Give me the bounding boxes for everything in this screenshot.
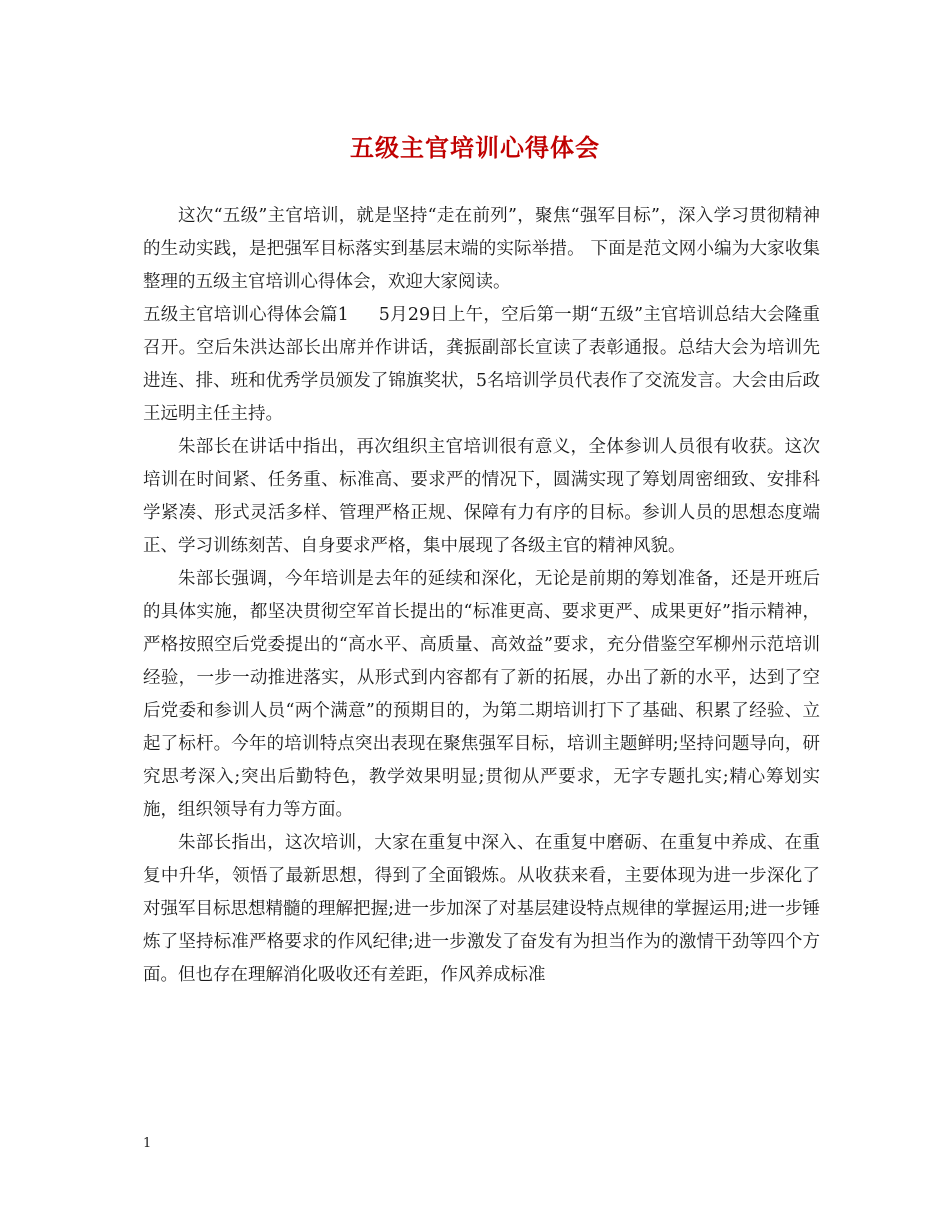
intro-paragraph: 这次“五级”主官培训，就是坚持“走在前列”，聚焦“强军目标”，深入学习贯彻精神的生动实践，是把强军目标落实到基层末端的实际举措。 下面是范文网小编为大家收集整理的五级主官培训心得体会，欢迎大家阅读。: [143, 206, 820, 292]
document-body: [143, 200, 820, 992]
section-lead-text: 5月29日上午，空后第一期“五级”主官培训总结大会隆重召开。空后朱洪达部长出席并作讲话，龚振副部长宣读了表彰通报。总结大会为培训先进连、排、班和优秀学员颁发了锦旗奖状，5名培训学员代表作了交流发言。大会由后政王远明主任主持。: [143, 305, 820, 424]
body-paragraph-2: 朱部长强调，今年培训是去年的延续和深化，无论是前期的筹划准备，还是开班后的具体实施，都坚决贯彻空军首长提出的“标准更高、要求更严、成果更好”指示精神，严格按照空后党委提出的“高水平、高质量、高效益”要求，充分借鉴空军柳州示范培训经验，一步一动推进落实，从形式到内容都有了新的拓展，办出了新的水平，达到了空后党委和参训人员“两个满意”的预期目的，为第二期培训打下了基础、积累了经验、立起了标杆。今年的培训特点突出表现在聚焦强军目标，培训主题鲜明;坚持问题导向，研究思考深入;突出后勤特色，教学效果明显;贯彻从严要求，无字专题扎实;精心筹划实施，组织领导有力等方面。: [143, 569, 820, 820]
body-paragraph-3: 朱部长指出，这次培训，大家在重复中深入、在重复中磨砺、在重复中养成、在重复中升华，领悟了最新思想，得到了全面锻炼。从收获来看，主要体现为进一步深化了对强军目标思想精髓的理解把握;进一步加深了对基层建设特点规律的掌握运用;进一步锤炼了坚持标准严格要求的作风纪律;进一步激发了奋发有为担当作为的激情干劲等四个方面。但也存在理解消化吸收还有差距，作风养成标准: [143, 833, 820, 985]
section-heading: 五级主官培训心得体会篇1: [143, 305, 349, 325]
section-paragraph: [143, 299, 820, 431]
body-paragraph-1: 朱部长在讲话中指出，再次组织主官培训很有意义，全体参训人员很有收获。这次培训在时间紧、任务重、标准高、要求严的情况下，圆满实现了筹划周密细致、安排科学紧凑、形式灵活多样、管理严格正规、保障有力有序的目标。参训人员的思想态度端正、学习训练刻苦、自身要求严格，集中展现了各级主官的精神风貌。: [143, 437, 820, 556]
page-number: 1: [143, 1136, 152, 1151]
document-title: 五级主官培训心得体会: [350, 133, 600, 162]
